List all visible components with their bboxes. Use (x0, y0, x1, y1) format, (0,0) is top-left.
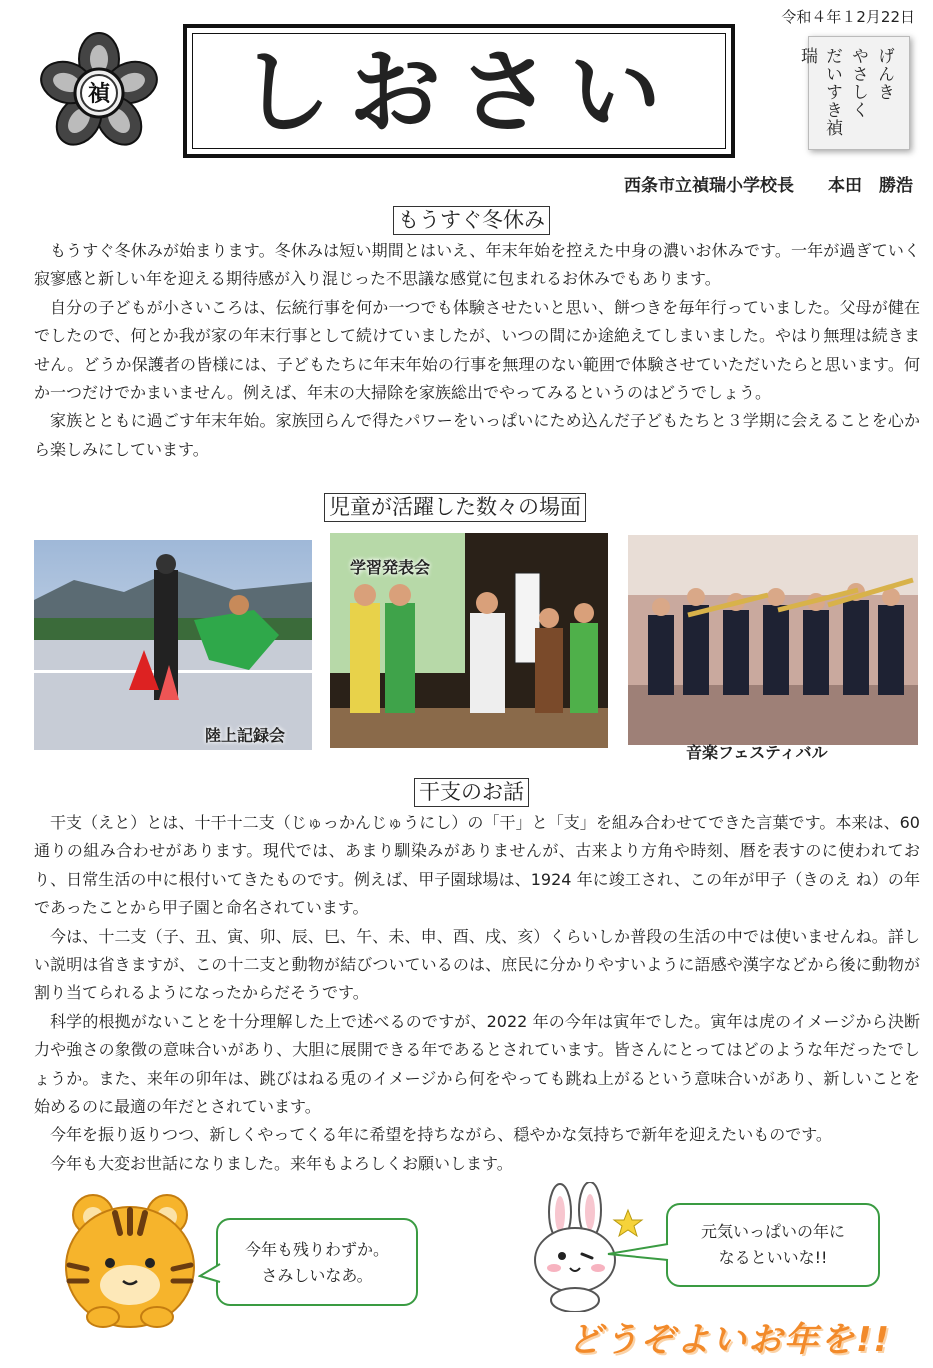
tiger-bubble-tail (198, 1262, 222, 1286)
school-motto-card (797, 36, 910, 150)
tiger-bubble-line-1: 今年も残りわずか。 (244, 1240, 389, 1259)
motto-line-2: やさしく (848, 47, 868, 119)
paragraph: 自分の子どもが小さいころは、伝統行事を何か一つでも体験させたいと思い、餅つきを毎年行っていました。父母が健在でしたので、何とか我が家の年末行事として続けていましたが、いつの間にか途絶えてしまいました。やはり無理は続きません。どうか保護者の皆様には、子どもたちに年末年始の行事を無理のない範囲で体験させていただいたらと思います。何か一つだけでかまいません。例えば、年末の大掃除を家族総出でやってみるというのはどうでしょう。 (34, 297, 920, 403)
photo-caption-athletics: 陸上記録会 (205, 726, 286, 745)
author-line: 西条市立禎瑞小学校長 本田 勝浩 (624, 176, 913, 196)
tiger-speech-bubble (216, 1218, 418, 1306)
section-heading-activities: 児童が活躍した数々の場面 (324, 493, 586, 522)
school-emblem-icon (38, 30, 160, 152)
newsletter-title-frame (183, 24, 735, 158)
photo-music-festival (628, 535, 918, 745)
paragraph: 干支（えと）とは、十干十二支（じゅっかんじゅうにし）の「干」と「支」を組み合わせてできた言葉です。本来は、60 通りの組み合わせがあります。現代では、あまり馴染みがありませんが、古来より方角や時刻、暦を表すのに使われており、日常生活の中に根付いてきたものです。例えば、甲子園球場は、1924 年に竣工され、この年が甲子（きのえ ね）の年であったことから甲子園と命名されています。 (34, 813, 920, 918)
rabbit-speech-bubble (666, 1203, 880, 1287)
rabbit-bubble-line-2: なるといいな!! (718, 1248, 828, 1267)
motto-line-3: だいすき禎瑞 (797, 47, 842, 137)
photo-athletics-meet (34, 540, 312, 750)
paragraph: もうすぐ冬休みが始まります。冬休みは短い期間とはいえ、年末年始を控えた中身の濃いお休みです。一年が過ぎていく寂寥感と新しい年を迎える期待感が入り混じった不思議な感覚に包まれるお休みでもあります。 (34, 241, 920, 289)
photo-caption-presentation: 学習発表会 (350, 558, 431, 577)
section-heading-winter-break: もうすぐ冬休み (393, 206, 550, 235)
section-heading-zodiac: 干支のお話 (414, 778, 529, 807)
rabbit-bubble-tail (606, 1240, 670, 1264)
paragraph: 今年も大変お世話になりました。来年もよろしくお願いします。 (50, 1153, 513, 1173)
closing-greeting: どうぞよいお年を!! (568, 1320, 892, 1360)
paragraph: 家族とともに過ごす年末年始。家族団らんで得たパワーをいっぱいにため込んだ子どもたちと３学期に会えることを心から楽しみにしています。 (34, 411, 920, 459)
paragraph: 今年を振り返りつつ、新しくやってくる年に希望を持ちながら、穏やかな気持ちで新年を迎えたいものです。 (50, 1125, 832, 1145)
paragraph: 科学的根拠がないことを十分理解した上で述べるのですが、2022 年の今年は寅年でした。寅年は虎のイメージから決断力や強さの象徴の意味合いがあり、大胆に展開できる年であるとされています。皆さんにとってはどのような年だったでしょうか。また、来年の卯年は、跳びはねる兎のイメージから何をやっても跳ね上がるという意味合いがあり、新しいことを始めるのに最適の年だとされています。 (34, 1011, 920, 1117)
tiger-illustration-icon (55, 1185, 205, 1335)
photo-caption-music: 音楽フェスティバル (686, 743, 828, 762)
motto-line-1: げんき (874, 47, 894, 101)
zodiac-text (34, 809, 920, 1178)
emblem-char: 禎 (87, 81, 111, 107)
paragraph: 今は、十二支（子、丑、寅、卯、辰、巳、午、未、申、酉、戌、亥）くらいしか普段の生活の中では使いませんね。詳しい説明は省きますが、この十二支と動物が結びついているのは、庶民に分かりやすいように語感や漢字などから後に動物が割り当てられるようになったからだそうです。 (34, 926, 920, 1003)
winter-break-text (34, 237, 920, 464)
issue-date: 令和４年１2月22日 (781, 8, 915, 26)
rabbit-bubble-line-1: 元気いっぱいの年に (700, 1222, 845, 1241)
newsletter-title: しおさい (238, 38, 679, 146)
tiger-bubble-line-2: さみしいなあ。 (261, 1266, 373, 1285)
